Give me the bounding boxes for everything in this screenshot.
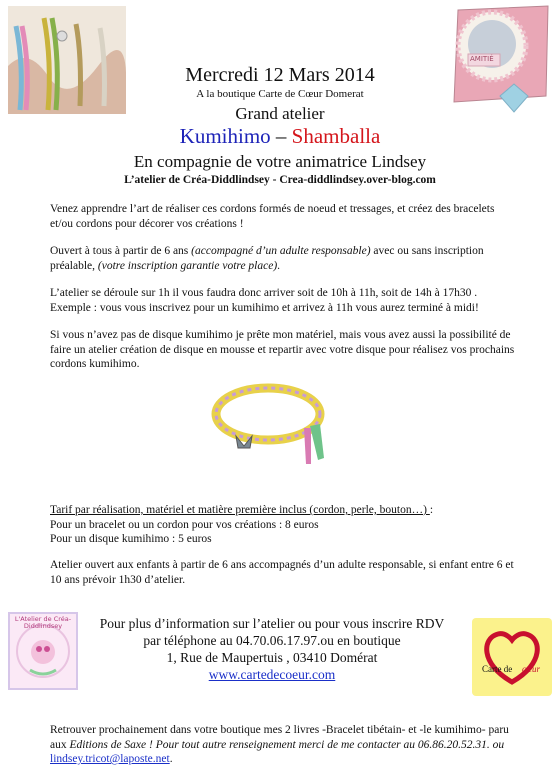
atelier-logo (8, 612, 78, 690)
open-paragraph (50, 244, 518, 273)
price-bracelet: Pour un bracelet ou un cordon pour vos créations : 8 euros (50, 518, 319, 531)
schedule-paragraph (50, 286, 518, 315)
info-line-1: Pour plus d’information sur l’atelier ou pour vous inscrire RDV (99, 616, 445, 631)
schedule-line-2: Exemple : vous vous inscrivez pour un kumihimo et arrivez à 11h vous aurez terminé à midi! (50, 301, 479, 314)
event-date: Mercredi 12 Mars 2014 (185, 64, 375, 86)
event-title: Grand atelier (235, 104, 325, 123)
intro-paragraph: Venez apprendre l’art de réaliser ces cordons formés de noeud et tressages, et créez des bracelets et/ou cordons pour décorer vos créations ! (50, 203, 495, 230)
shamballa-title: Shamballa (291, 124, 381, 148)
info-line-3: 1, Rue de Maupertuis , 03410 Domérat (166, 650, 378, 665)
atelier-logo-text: L'Atelier de Créa-Diddlindsey (14, 615, 72, 630)
coeur-logo-text: cœur (522, 664, 540, 674)
pricing-title: Tarif par réalisation, matériel et matière première inclus (cordon, perle, bouton…) (50, 504, 430, 516)
kumihimo-bracelet-icon (206, 376, 338, 472)
info-line-2: par téléphone au 04.70.06.17.97.ou en boutique (143, 633, 401, 648)
workshop-title (0, 124, 560, 149)
open-d: (votre inscription garantie votre place) (97, 259, 278, 272)
footer-b: Editions de Saxe ! Pour tout autre renseignement merci de me contacter au 06.86.20.52.31. ou (69, 738, 505, 751)
disc-paragraph: Si vous n’avez pas de disque kumihimo je prête mon matériel, mais vous avez aussi la possibilité de faire un atelier création de disque en mousse et repartir avec votre disque pour réalisez vos prochains cordons kumihimo. (50, 329, 515, 370)
footer-end: . (169, 753, 173, 765)
price-disc: Pour un disque kumihimo : 5 euros (50, 533, 212, 545)
title-dash: – (270, 124, 292, 148)
heart-logo-icon (472, 618, 552, 696)
shop-line: A la boutique Carte de Cœur Domerat (196, 88, 364, 100)
carte-de-coeur-logo (472, 618, 552, 696)
email-link[interactable]: lindsey.tricot@laposte.net (50, 753, 170, 765)
footer-a: Retrouver prochainement dans votre boutique mes 2 livres -Bracelet tibétain- et -le kumihimo- paru aux (50, 724, 509, 751)
schedule-line-1: L’atelier se déroule sur 1h il vous faudra donc arriver soit de 10h à 11h, soit de 14h à 17h30 . (50, 287, 478, 299)
blog-line: L’atelier de Créa-Diddlindsey - Crea-diddlindsey.over-blog.com (124, 174, 436, 186)
footer-paragraph (50, 723, 520, 767)
amitie-badge: AMITIÉ (470, 55, 494, 63)
pricing-colon: : (429, 504, 434, 516)
kumihimo-title: Kumihimo (179, 124, 271, 148)
open-a: Ouvert à tous à partir de 6 ans (50, 245, 192, 257)
pricing-title-line (50, 503, 518, 518)
host-line: En compagnie de votre animatrice Lindsey (133, 152, 427, 171)
open-b: (accompagné d’un adulte responsable) (191, 245, 371, 257)
open-c: avec ou sans inscription préalable, (50, 245, 484, 272)
contact-info (76, 615, 468, 683)
kumihimo-bracelet-photo (206, 376, 338, 472)
open-e: . (277, 259, 281, 272)
pricing-block (50, 503, 518, 547)
carte-de-logo-text: Carte de (482, 664, 513, 674)
kids-paragraph: Atelier ouvert aux enfants à partir de 6 ans accompagnés d’un adulte responsable, si enfant entre 6 et 10 ans prévoir 1h30 d’atelier. (50, 559, 514, 586)
website-link[interactable]: www.cartedecoeur.com (208, 667, 336, 682)
